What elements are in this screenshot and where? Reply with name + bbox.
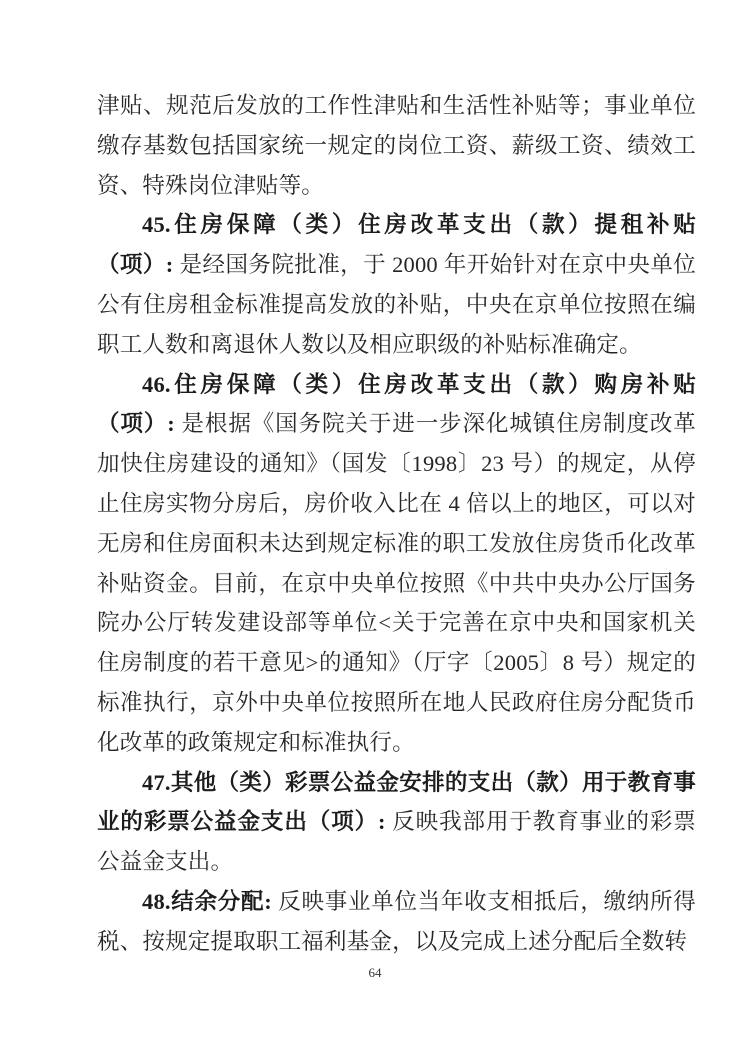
document-body (97, 86, 696, 962)
section-47-heading: 47.其他（类）彩票公益金安排的支出（款）用于教育事业的彩票公益金支出（项）: (97, 769, 696, 835)
section-46-heading: 46.住房保障（类）住房改革支出（款）购房补贴（项）: (97, 371, 696, 437)
paragraph-item-46 (97, 365, 696, 763)
section-45-heading: 45.住房保障（类）住房改革支出（款）提租补贴（项）: (97, 212, 696, 278)
paragraph-text: 津贴、规范后发放的工作性津贴和生活性补贴等；事业单位缴存基数包括国家统一规定的岗位工资、薪级工资、绩效工资、特殊岗位津贴等。 (97, 93, 696, 198)
section-48-text: 反映事业单位当年收支相抵后，缴纳所得税、按规定提取职工福利基金，以及完成上述分配后全数转 (97, 888, 696, 954)
section-46-text: 是根据《国务院关于进一步深化城镇住房制度改革加快住房建设的通知》（国发〔1998〕23 号）的规定，从停止住房实物分房后，房价收入比在 4 倍以上的地区，可以对无房和住房面积未达到规定标准的职工发放住房货币化改革补贴资金。目前，在京中央单位按照《中共中央办公厅国务院办公厅转发建设部等单位<关于完善在京中央和国家机关住房制度的若干意见>的通知》（厅字〔2005〕8 号）规定的标准执行，京外中央单位按照所在地人民政府住房分配货币化改革的政策规定和标准执行。 (97, 411, 696, 755)
paragraph-item-47 (97, 763, 696, 882)
section-45-text: 是经国务院批准，于 2000 年开始针对在京中央单位公有住房租金标准提高发放的补贴，中央在京单位按照在编职工人数和离退休人数以及相应职级的补贴标准确定。 (97, 252, 697, 357)
paragraph-item-45 (97, 205, 696, 364)
paragraph-item-48 (97, 882, 696, 962)
section-48-heading: 48.结余分配: (142, 888, 279, 914)
paragraph-continuation (97, 86, 696, 205)
section-47-text: 反映我部用于教育事业的彩票公益金支出。 (97, 809, 696, 875)
page-number: 64 (368, 965, 382, 980)
